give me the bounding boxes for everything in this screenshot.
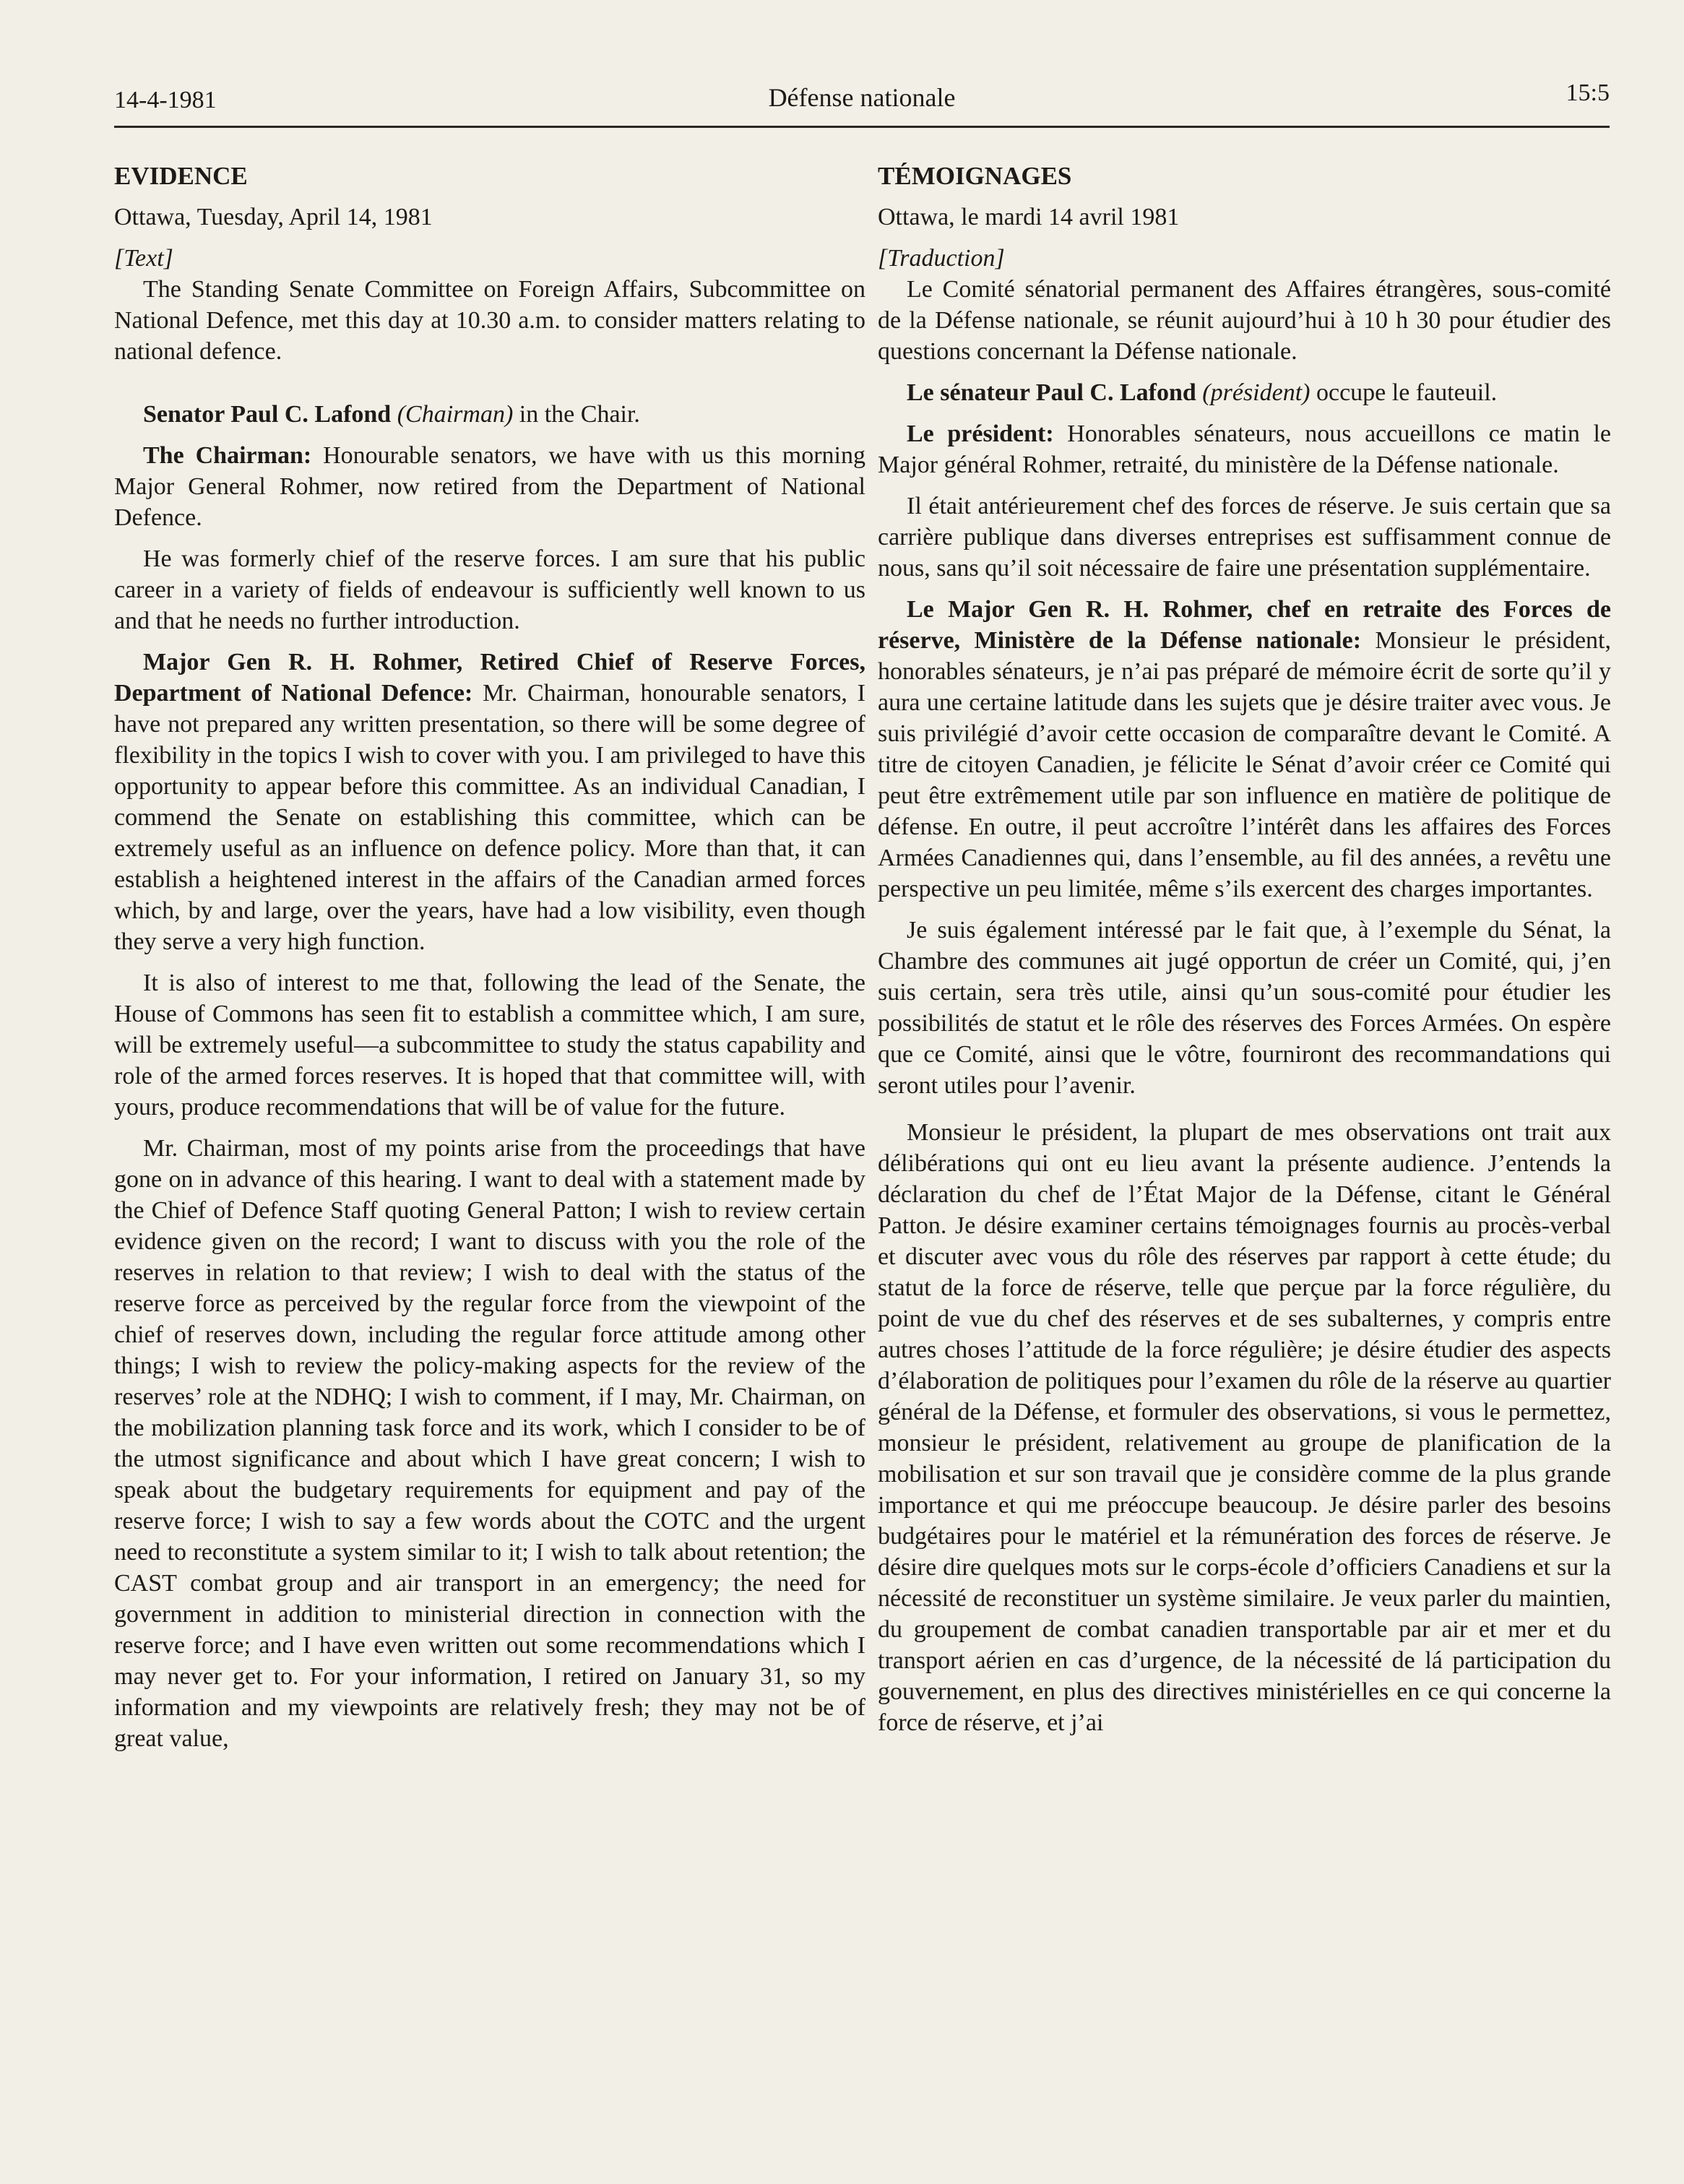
dateline: Ottawa, le mardi 14 avril 1981 [878, 204, 1180, 230]
chair-rest: occupe le fauteuil. [1310, 379, 1498, 406]
paragraph: It is also of interest to me that, following the lead of the Senate, the House of Commons has seen fit to establish a committee which, I am sure, will be extremely useful—a subcommittee to study the status capability and role of the armed forces reserves. It is hoped that that committee will, with yours, produce recommendations that will be of value for the future. [114, 970, 865, 1121]
speech-text: Mr. Chairman, honourable senators, I have not prepared any written presentation, so there will be some degree of flexibility in the topics I wish to cover with you. I am privileged to have this opportunity to appear before this committee. As an individual Canadian, I commend the Senate on establishing this committee, which can be extremely useful as an influence on defence policy. More than that, it can establish a heightened interest in the affairs of the Canadian armed forces which, by and large, over the years, have had a low visibility, even though they serve a very high function. [114, 680, 865, 955]
chair-role: (Chairman) [397, 401, 514, 428]
chair-line [878, 377, 1611, 408]
speaker-name: The Chairman: [143, 442, 312, 469]
speech-text: Honourable senators, we have with us this morning Major General Rohmer, now retired from the Department of National Defence. [114, 442, 865, 531]
speech-chairman [114, 440, 865, 533]
paragraph: He was formerly chief of the reserve forces. I am sure that his public career in a variety of fields of endeavour is sufficiently well known to us and that he needs no further introduction. [114, 545, 865, 634]
english-column [114, 160, 865, 2068]
text-tag: [Text] [114, 245, 173, 272]
chair-name: Senator Paul C. Lafond [143, 401, 392, 428]
speaker-name: Le Major Gen R. H. Rohmer, chef en retraite des Forces de réserve, Ministère de la Défense nationale: [878, 596, 1611, 654]
speech-chairman [878, 418, 1611, 480]
header-date: 14-4-1981 [114, 87, 217, 113]
speaker-name: Major Gen R. H. Rohmer, Retired Chief of Reserve Forces, Department of National Defence: [114, 649, 865, 707]
chair-name: Le sénateur Paul C. Lafond [907, 379, 1196, 406]
french-column [878, 160, 1611, 2068]
dateline: Ottawa, Tuesday, April 14, 1981 [114, 204, 433, 230]
paragraph: Mr. Chairman, most of my points arise from the proceedings that have gone on in advance of this hearing. I want to deal with a statement made by the Chief of Defence Staff quoting General Patton; I wish to review certain evidence given on the record; I want to discuss with you the role of the reserves in relation to that review; I wish to deal with the status of the reserve force as perceived by the regular force from the viewpoint of the chief of reserves down, including the regular force attitude among other things; I wish to review the policy-making aspects for the review of the reserves’ role at the NDHQ; I wish to comment, if I may, Mr. Chairman, on the mobilization planning task force and its work, which I consider to be of the utmost significance and about which I have great concern; I wish to speak about the budgetary requirements for equipment and pay of the reserve force; I wish to say a few words about the COTC and the urgent need to reconstitute a system similar to it; I wish to talk about retention; the CAST combat group and air transport in an emergency; the need for government in addition to ministerial direction in connection with the reserve force; and I have even written out some recommendations which I may never get to. For your information, I retired on January 31, so my information and my viewpoints are relatively fresh; they may not be of great value, [114, 1135, 865, 1752]
paragraph: Je suis également intéressé par le fait que, à l’exemple du Sénat, la Chambre des communes ait jugé opportun de créer un Comité, qui, j’en suis certain, sera très utile, ainsi qu’un sous-comité pour étudier les possibilités de statut et le rôle des réserves des Forces Armées. On espère que ce Comité, ainsi que le vôtre, fourniront des recommandations qui seront utiles pour l’avenir. [878, 917, 1611, 1099]
speech-rohmer [878, 594, 1611, 905]
paragraph: Monsieur le président, la plupart de mes observations ont trait aux délibérations qui ont eu lieu avant la présente audience. J’entends la déclaration du chef de l’État Major de la Défense, citant le Général Patton. Je désire examiner certains témoignages fournis au procès-verbal et discuter avec vous du rôle des réserves par rapport à cette étude; du statut de la force de réserve, telle que perçue par la force régulière, du point de vue du chef des réserves et de ses subalternes, y compris entre autres choses l’attitude de la force régulière; je désire étudier des aspects d’élaboration de politiques pour l’examen du rôle de la réserve au quartier général de la Défense, et formuler des observations, si vous le permettez, monsieur le président, relativement au groupe de planification de la mobilisation et sur son travail que je considère comme de la plus grande importance et qui me préoccupe beaucoup. Je désire parler des besoins budgétaires pour le matériel et la rémunération des forces de réserve. Je désire dire quelques mots sur le corps-école d’officiers Canadiens et sur la nécessité de reconstituer un système similaire. Je veux parler du maintien, du groupement de combat canadien transportable par air et mer et du transport aérien en cas d’urgence, de la nécessité de lá participation du gouvernement, en plus des directives ministérielles en ce qui concerne la force de réserve, et j’ai [878, 1119, 1611, 1736]
paragraph: The Standing Senate Committee on Foreign Affairs, Subcommittee on National Defence, met this day at 10.30 a.m. to consider matters relating to national defence. [114, 276, 865, 365]
header-title: Défense nationale [768, 83, 956, 112]
speech-text: Monsieur le président, honorables sénateurs, je n’ai pas préparé de mémoire écrit de sorte qu’il y aura une certaine latitude dans les sujets que je désire traiter avec vous. Je suis privilégié d’avoir cette occasion de comparaître devant le Comité. A titre de citoyen Canadien, je félicite le Sénat d’avoir créer ce Comité qui peut être extrêmement utile par son influence en matière de politique de défense. En outre, il peut accroître l’intérêt dans les affaires des Forces Armées Canadiennes qui, dans l’ensemble, au fil des années, a revêtu une perspective un peu limitée, même s’ils exercent des charges importantes. [878, 627, 1611, 902]
chair-line [114, 399, 865, 430]
text-tag: [Traduction] [878, 245, 1005, 272]
chair-role: (président) [1202, 379, 1311, 406]
paragraph: Le Comité sénatorial permanent des Affaires étrangères, sous-comité de la Défense nationale, se réunit aujourd’hui à 10 h 30 pour étudier des questions concernant la Défense nationale. [878, 276, 1611, 365]
paragraph: Il était antérieurement chef des forces de réserve. Je suis certain que sa carrière publique dans diverses entreprises est suffisamment connue de nous, sans qu’il soit nécessaire de faire une présentation supplémentaire. [878, 493, 1611, 582]
speech-rohmer [114, 647, 865, 957]
header-page-number: 15:5 [1566, 79, 1610, 106]
chair-rest: in the Chair. [513, 401, 640, 428]
section-title-temoignages: TÉMOIGNAGES [878, 162, 1072, 190]
section-title-evidence: EVIDENCE [114, 162, 248, 190]
page-header [114, 79, 1610, 128]
speaker-name: Le président: [907, 420, 1054, 447]
speech-text: Honorables sénateurs, nous accueillons ce matin le Major général Rohmer, retraité, du ministère de la Défense nationale. [878, 420, 1611, 478]
